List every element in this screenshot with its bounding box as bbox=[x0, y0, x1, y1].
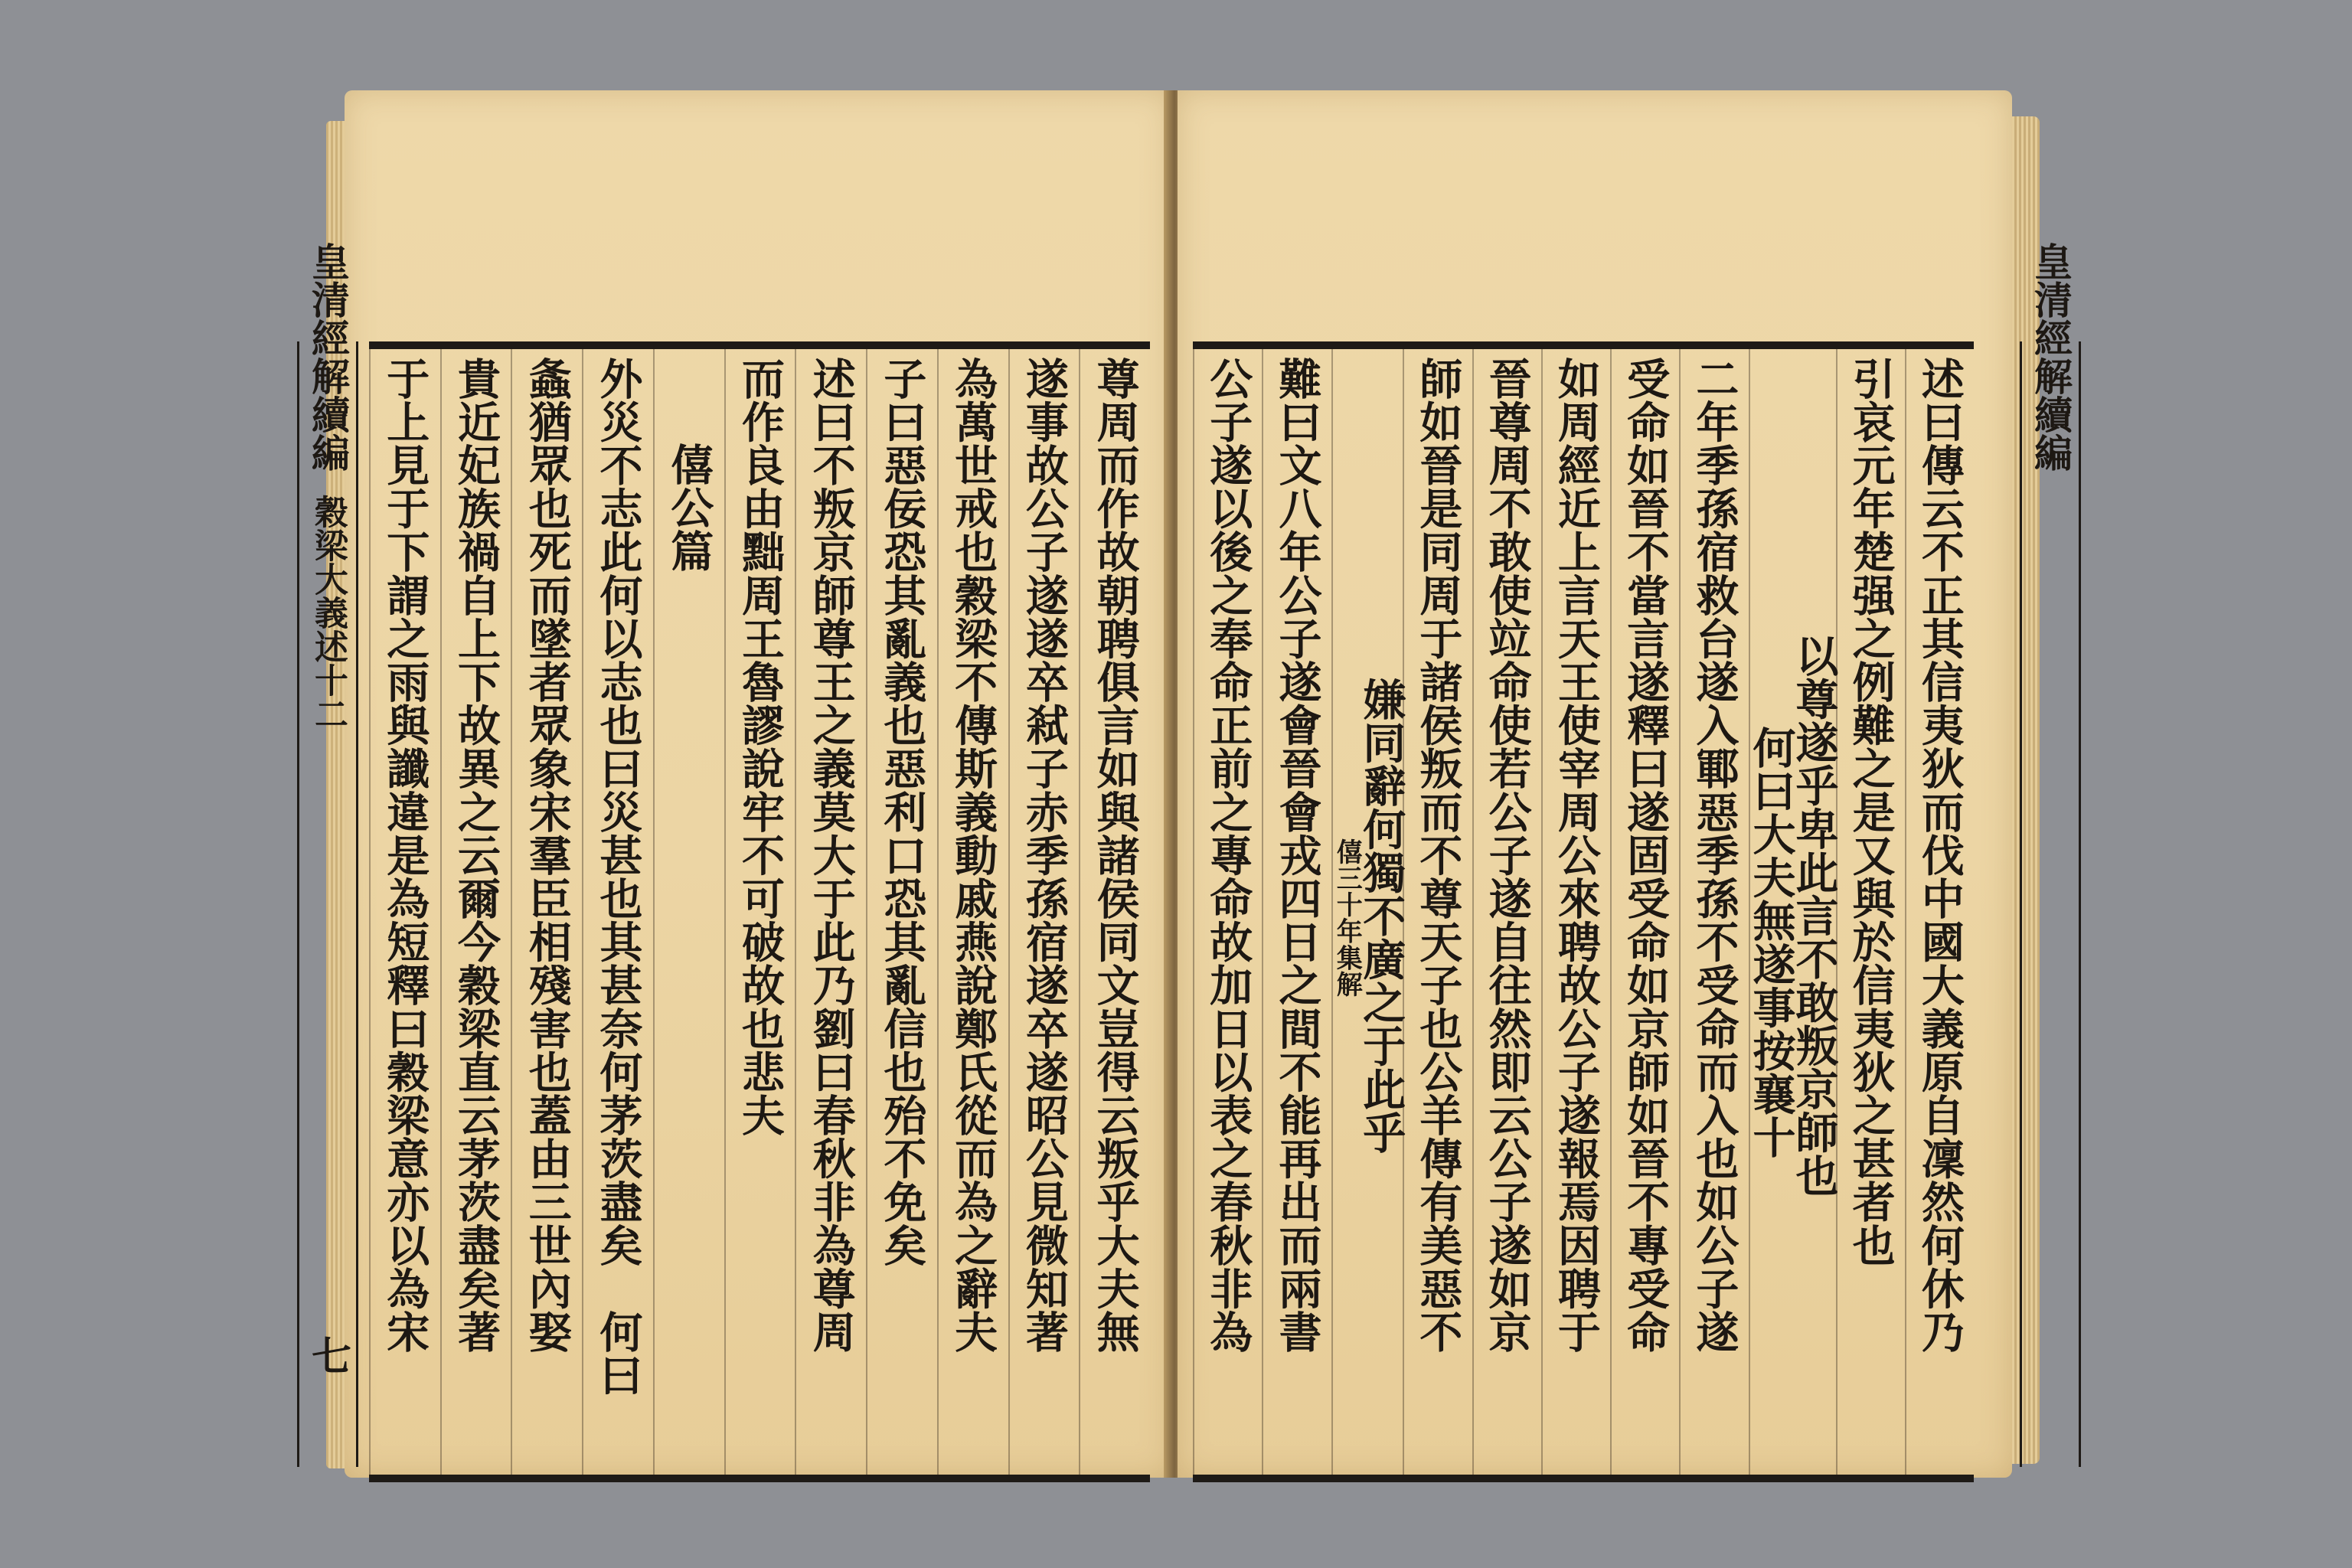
left-column-11 bbox=[369, 349, 440, 1475]
right-column-9 bbox=[1331, 349, 1407, 1475]
left-column-1 bbox=[1079, 349, 1150, 1475]
column-text: 述曰不叛京師尊王之義莫大于此乃劉曰春秋非為尊周 bbox=[805, 357, 857, 1354]
right-column-3 bbox=[1746, 349, 1840, 1475]
right-columns bbox=[1193, 349, 1974, 1475]
column-text: 子曰惡佞恐其亂義也惡利口恐其亂信也殆不免矣 bbox=[877, 357, 928, 1267]
right-column-1 bbox=[1905, 349, 1974, 1475]
citation-note: 僖三十年集解 bbox=[1331, 838, 1363, 998]
left-margin-section: 穀梁大義述十二 bbox=[309, 495, 348, 730]
section-heading: 僖公篇 bbox=[664, 443, 715, 573]
column-text: 師如晉是同周于諸侯叛而不尊天子也公羊傳有美惡不 bbox=[1413, 357, 1464, 1354]
right-column-10 bbox=[1262, 349, 1331, 1475]
right-column-5 bbox=[1610, 349, 1679, 1475]
left-column-8 bbox=[582, 349, 653, 1475]
left-column-5 bbox=[795, 349, 866, 1475]
right-column-2 bbox=[1836, 349, 1905, 1475]
column-text: 嫌同辭何獨不廣之于此乎 bbox=[1356, 677, 1407, 1155]
column-text: 二年季孫宿救台遂入鄆惡季孫不受命而入也如公子遂 bbox=[1689, 357, 1740, 1354]
column-text: 外災不志此何以志也曰災甚也其甚奈何茅茨盡矣 何曰 bbox=[593, 357, 644, 1397]
column-text: 引哀元年楚强之例難之是又與於信夷狄之甚者也 bbox=[1845, 357, 1896, 1267]
left-column-3 bbox=[937, 349, 1008, 1475]
column-text: 晉尊周不敢使竝命使若公子遂自往然即云公子遂如京 bbox=[1481, 357, 1533, 1354]
left-text-frame bbox=[369, 341, 1150, 1482]
left-margin-page-number: 七 bbox=[304, 1335, 351, 1375]
column-text: 難曰文八年公子遂會晉會戎四日之間不能再出而兩書 bbox=[1272, 357, 1323, 1354]
column-text: 受命如晉不當言遂釋曰遂固受命如京師如晉不專受命 bbox=[1620, 357, 1671, 1354]
right-text-frame bbox=[1193, 341, 1974, 1482]
right-column-7 bbox=[1472, 349, 1541, 1475]
left-page bbox=[304, 90, 1171, 1478]
column-text: 而作良由黜周王魯謬說牢不可破故也悲夫 bbox=[734, 357, 786, 1137]
column-text: 尊周而作故朝聘俱言如與諸侯同文豈得云叛乎大夫無 bbox=[1089, 357, 1141, 1354]
column-text: 述曰傳云不正其信夷狄而伐中國大義原自凜然何休乃 bbox=[1914, 357, 1965, 1354]
column-text: 螽猶眾也死而墜者眾象宋羣臣相殘害也蓋由三世內娶 bbox=[521, 357, 573, 1354]
left-margin-title: 皇清經解續編 bbox=[305, 242, 351, 472]
column-text: 公子遂以後之奉命正前之專命故加日以表之春秋非為 bbox=[1203, 357, 1254, 1354]
right-column-6 bbox=[1541, 349, 1610, 1475]
column-text: 貴近妃族禍自上下故異之云爾今穀梁直云茅茨盡矣著 bbox=[451, 357, 502, 1354]
left-page-margin bbox=[297, 242, 358, 1467]
right-margin-title: 皇清經解續編 bbox=[2028, 242, 2073, 472]
left-column-10 bbox=[440, 349, 511, 1475]
column-text: 遂事故公子遂遂卒弒子赤季孫宿遂卒遂昭公見微知著 bbox=[1018, 357, 1070, 1354]
column-text: 如周經近上言天王使宰周公來聘故公子遂報焉因聘于 bbox=[1550, 357, 1602, 1354]
column-text: 以尊遂乎卑此言不敢叛京師也 bbox=[1788, 634, 1840, 1197]
column-text: 于上見于下謂之雨與讖違是為短釋曰穀梁意亦以為宋 bbox=[380, 357, 431, 1354]
column-text: 為萬世戒也穀梁不傳斯義動戚燕說鄭氏從而為之辭夫 bbox=[948, 357, 999, 1354]
right-column-8 bbox=[1403, 349, 1472, 1475]
right-page bbox=[1178, 90, 2073, 1478]
left-column-7 bbox=[653, 349, 724, 1475]
open-book bbox=[304, 90, 2073, 1484]
left-column-4 bbox=[866, 349, 937, 1475]
left-column-6 bbox=[724, 349, 795, 1475]
left-column-2 bbox=[1008, 349, 1080, 1475]
left-columns bbox=[369, 349, 1150, 1475]
right-column-4 bbox=[1679, 349, 1748, 1475]
right-page-margin bbox=[2020, 242, 2081, 1467]
right-column-11 bbox=[1193, 349, 1262, 1475]
column-text: 何曰大夫無遂事按襄十 bbox=[1746, 726, 1797, 1159]
left-column-9 bbox=[511, 349, 582, 1475]
